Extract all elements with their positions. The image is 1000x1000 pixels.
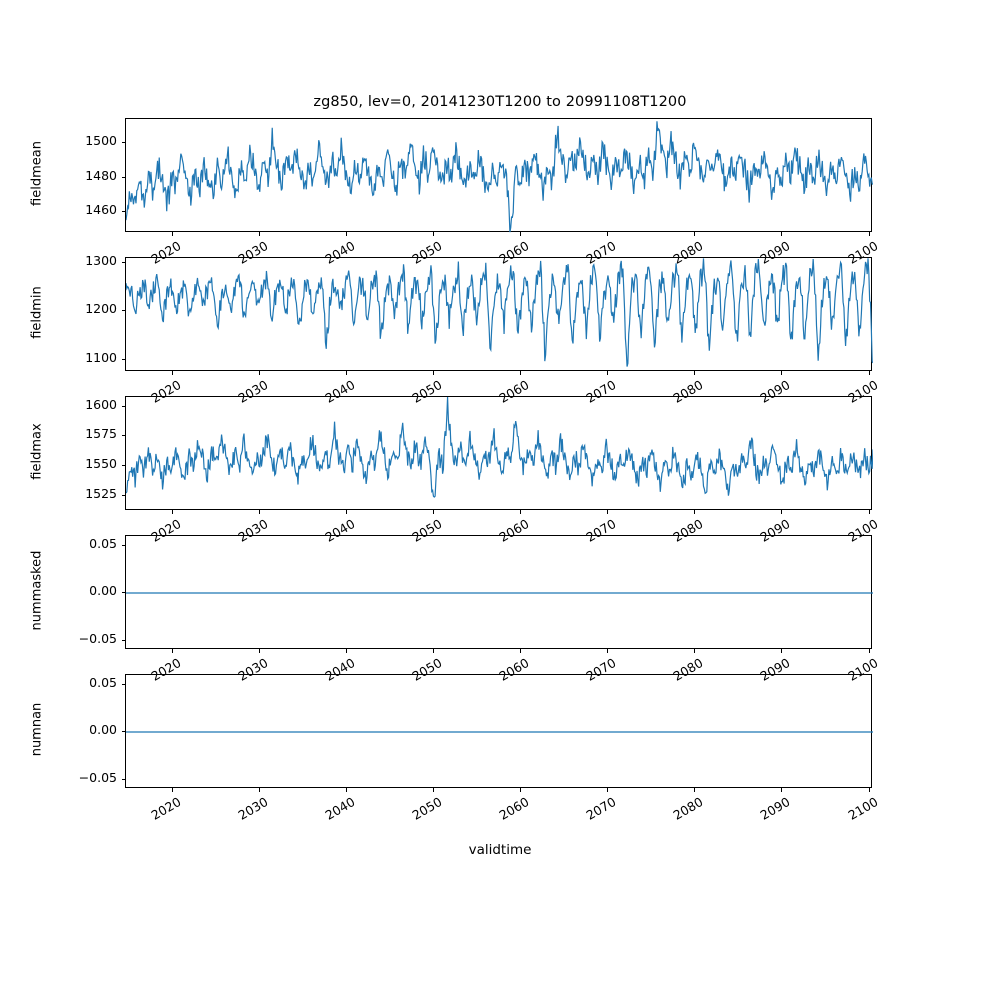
x-axis-label: validtime bbox=[468, 842, 532, 858]
y-tick-label: 1480 bbox=[85, 167, 117, 183]
y-tick-label: 1300 bbox=[85, 252, 117, 268]
x-tick-mark bbox=[346, 232, 347, 236]
y-tick-mark bbox=[122, 545, 126, 546]
x-tick-label: 2080 bbox=[670, 516, 706, 545]
x-tick-mark bbox=[172, 510, 173, 514]
x-tick-mark bbox=[694, 649, 695, 653]
x-tick-mark bbox=[172, 649, 173, 653]
x-tick-label: 2030 bbox=[235, 655, 271, 684]
x-tick-mark bbox=[433, 232, 434, 236]
subplot-nummasked bbox=[125, 535, 872, 649]
y-tick-label: 1460 bbox=[85, 202, 117, 218]
x-tick-label: 2080 bbox=[670, 238, 706, 267]
x-tick-mark bbox=[520, 649, 521, 653]
y-tick-label: 1575 bbox=[85, 426, 117, 442]
y-tick-label: −0.05 bbox=[78, 630, 117, 646]
x-tick-mark bbox=[607, 788, 608, 792]
x-tick-label: 2040 bbox=[322, 516, 358, 545]
x-tick-mark bbox=[781, 510, 782, 514]
x-tick-label: 2020 bbox=[148, 655, 184, 684]
y-axis-label-nummasked: nummasked bbox=[29, 550, 45, 631]
x-tick-mark bbox=[433, 649, 434, 653]
x-tick-mark bbox=[869, 371, 870, 375]
y-tick-mark bbox=[122, 211, 126, 212]
x-tick-label: 2090 bbox=[757, 516, 793, 545]
x-tick-mark bbox=[346, 788, 347, 792]
x-tick-label: 2040 bbox=[322, 377, 358, 406]
y-tick-label: 1525 bbox=[85, 485, 117, 501]
y-tick-label: 1500 bbox=[85, 133, 117, 149]
line-trace-numnan bbox=[126, 675, 873, 789]
x-tick-label: 2090 bbox=[757, 238, 793, 267]
x-tick-label: 2060 bbox=[496, 794, 532, 823]
x-tick-label: 2100 bbox=[844, 794, 881, 823]
x-tick-mark bbox=[869, 649, 870, 653]
line-trace-fieldmean bbox=[126, 119, 873, 233]
y-tick-mark bbox=[122, 142, 126, 143]
x-tick-mark bbox=[172, 788, 173, 792]
x-tick-mark bbox=[172, 232, 173, 236]
y-tick-mark bbox=[122, 359, 126, 360]
x-tick-mark bbox=[346, 371, 347, 375]
x-tick-label: 2040 bbox=[322, 238, 358, 267]
y-tick-label: 1550 bbox=[85, 455, 117, 471]
x-tick-mark bbox=[869, 232, 870, 236]
x-tick-label: 2090 bbox=[757, 794, 793, 823]
x-tick-label: 2020 bbox=[148, 794, 184, 823]
y-tick-label: 1100 bbox=[85, 349, 117, 365]
x-tick-mark bbox=[781, 788, 782, 792]
x-tick-label: 2030 bbox=[235, 238, 271, 267]
y-tick-label: 0.05 bbox=[89, 535, 117, 551]
x-tick-mark bbox=[781, 371, 782, 375]
x-tick-mark bbox=[607, 371, 608, 375]
y-tick-mark bbox=[122, 262, 126, 263]
x-tick-label: 2090 bbox=[757, 655, 793, 684]
x-tick-label: 2040 bbox=[322, 655, 358, 684]
x-tick-mark bbox=[694, 510, 695, 514]
x-tick-mark bbox=[259, 649, 260, 653]
x-tick-mark bbox=[433, 371, 434, 375]
y-tick-mark bbox=[122, 406, 126, 407]
y-tick-mark bbox=[122, 640, 126, 641]
y-axis-label-numnan: numnan bbox=[29, 702, 45, 757]
x-tick-label: 2080 bbox=[670, 655, 706, 684]
subplot-fieldmin bbox=[125, 257, 872, 371]
subplot-fieldmax bbox=[125, 396, 872, 510]
x-tick-mark bbox=[520, 232, 521, 236]
x-tick-mark bbox=[869, 510, 870, 514]
x-tick-label: 2040 bbox=[322, 794, 358, 823]
x-tick-mark bbox=[520, 371, 521, 375]
y-tick-label: 0.00 bbox=[89, 583, 117, 598]
x-tick-mark bbox=[781, 649, 782, 653]
x-tick-mark bbox=[607, 510, 608, 514]
y-tick-mark bbox=[122, 310, 126, 311]
y-tick-label: 1200 bbox=[85, 301, 117, 317]
y-axis-label-fieldmean: fieldmean bbox=[29, 141, 45, 206]
x-tick-mark bbox=[172, 371, 173, 375]
y-tick-mark bbox=[122, 177, 126, 178]
x-tick-label: 2050 bbox=[409, 516, 445, 545]
x-tick-mark bbox=[259, 371, 260, 375]
x-tick-label: 2060 bbox=[496, 655, 532, 684]
y-tick-label: −0.05 bbox=[78, 769, 117, 785]
x-tick-label: 2020 bbox=[148, 516, 184, 545]
x-tick-mark bbox=[433, 788, 434, 792]
x-tick-label: 2070 bbox=[583, 794, 619, 823]
x-tick-mark bbox=[433, 510, 434, 514]
x-tick-mark bbox=[607, 232, 608, 236]
x-tick-label: 2080 bbox=[670, 377, 706, 406]
x-tick-label: 2100 bbox=[844, 516, 881, 545]
x-tick-label: 2100 bbox=[844, 655, 881, 684]
x-tick-label: 2050 bbox=[409, 794, 445, 823]
x-tick-label: 2030 bbox=[235, 377, 271, 406]
x-tick-label: 2060 bbox=[496, 516, 532, 545]
x-tick-label: 2090 bbox=[757, 377, 793, 406]
x-tick-mark bbox=[259, 510, 260, 514]
y-axis-label-fieldmin: fieldmin bbox=[29, 286, 45, 339]
line-trace-fieldmax bbox=[126, 397, 873, 511]
x-tick-label: 2070 bbox=[583, 377, 619, 406]
x-tick-mark bbox=[520, 788, 521, 792]
x-tick-mark bbox=[869, 788, 870, 792]
y-tick-mark bbox=[122, 465, 126, 466]
x-tick-mark bbox=[346, 510, 347, 514]
line-trace-fieldmin bbox=[126, 258, 873, 372]
subplot-numnan bbox=[125, 674, 872, 788]
x-tick-mark bbox=[694, 788, 695, 792]
x-tick-label: 2050 bbox=[409, 238, 445, 267]
x-tick-mark bbox=[607, 649, 608, 653]
y-tick-label: 1600 bbox=[85, 396, 117, 412]
subplot-fieldmean bbox=[125, 118, 872, 232]
y-tick-mark bbox=[122, 684, 126, 685]
x-tick-mark bbox=[520, 510, 521, 514]
x-tick-label: 2060 bbox=[496, 377, 532, 406]
x-tick-label: 2100 bbox=[844, 238, 881, 267]
x-tick-label: 2070 bbox=[583, 655, 619, 684]
line-trace-nummasked bbox=[126, 536, 873, 650]
x-tick-label: 2020 bbox=[148, 377, 184, 406]
x-tick-mark bbox=[346, 649, 347, 653]
x-tick-label: 2080 bbox=[670, 794, 706, 823]
x-tick-mark bbox=[259, 788, 260, 792]
x-tick-label: 2100 bbox=[844, 377, 881, 406]
x-tick-mark bbox=[781, 232, 782, 236]
y-axis-label-fieldmax: fieldmax bbox=[29, 423, 45, 480]
x-tick-label: 2050 bbox=[409, 655, 445, 684]
x-tick-mark bbox=[694, 232, 695, 236]
y-tick-mark bbox=[122, 592, 126, 593]
x-tick-mark bbox=[259, 232, 260, 236]
figure-title: zg850, lev=0, 20141230T1200 to 20991108T1200 bbox=[313, 94, 687, 110]
x-tick-label: 2030 bbox=[235, 516, 271, 545]
x-tick-label: 2070 bbox=[583, 516, 619, 545]
x-tick-label: 2060 bbox=[496, 238, 532, 267]
y-tick-mark bbox=[122, 435, 126, 436]
y-tick-label: 0.05 bbox=[89, 674, 117, 690]
x-tick-mark bbox=[694, 371, 695, 375]
y-tick-mark bbox=[122, 495, 126, 496]
y-tick-label: 0.00 bbox=[89, 722, 117, 737]
y-tick-mark bbox=[122, 731, 126, 732]
x-tick-label: 2050 bbox=[409, 377, 445, 406]
x-tick-label: 2020 bbox=[148, 238, 184, 267]
x-tick-label: 2070 bbox=[583, 238, 619, 267]
y-tick-mark bbox=[122, 779, 126, 780]
x-tick-label: 2030 bbox=[235, 794, 271, 823]
